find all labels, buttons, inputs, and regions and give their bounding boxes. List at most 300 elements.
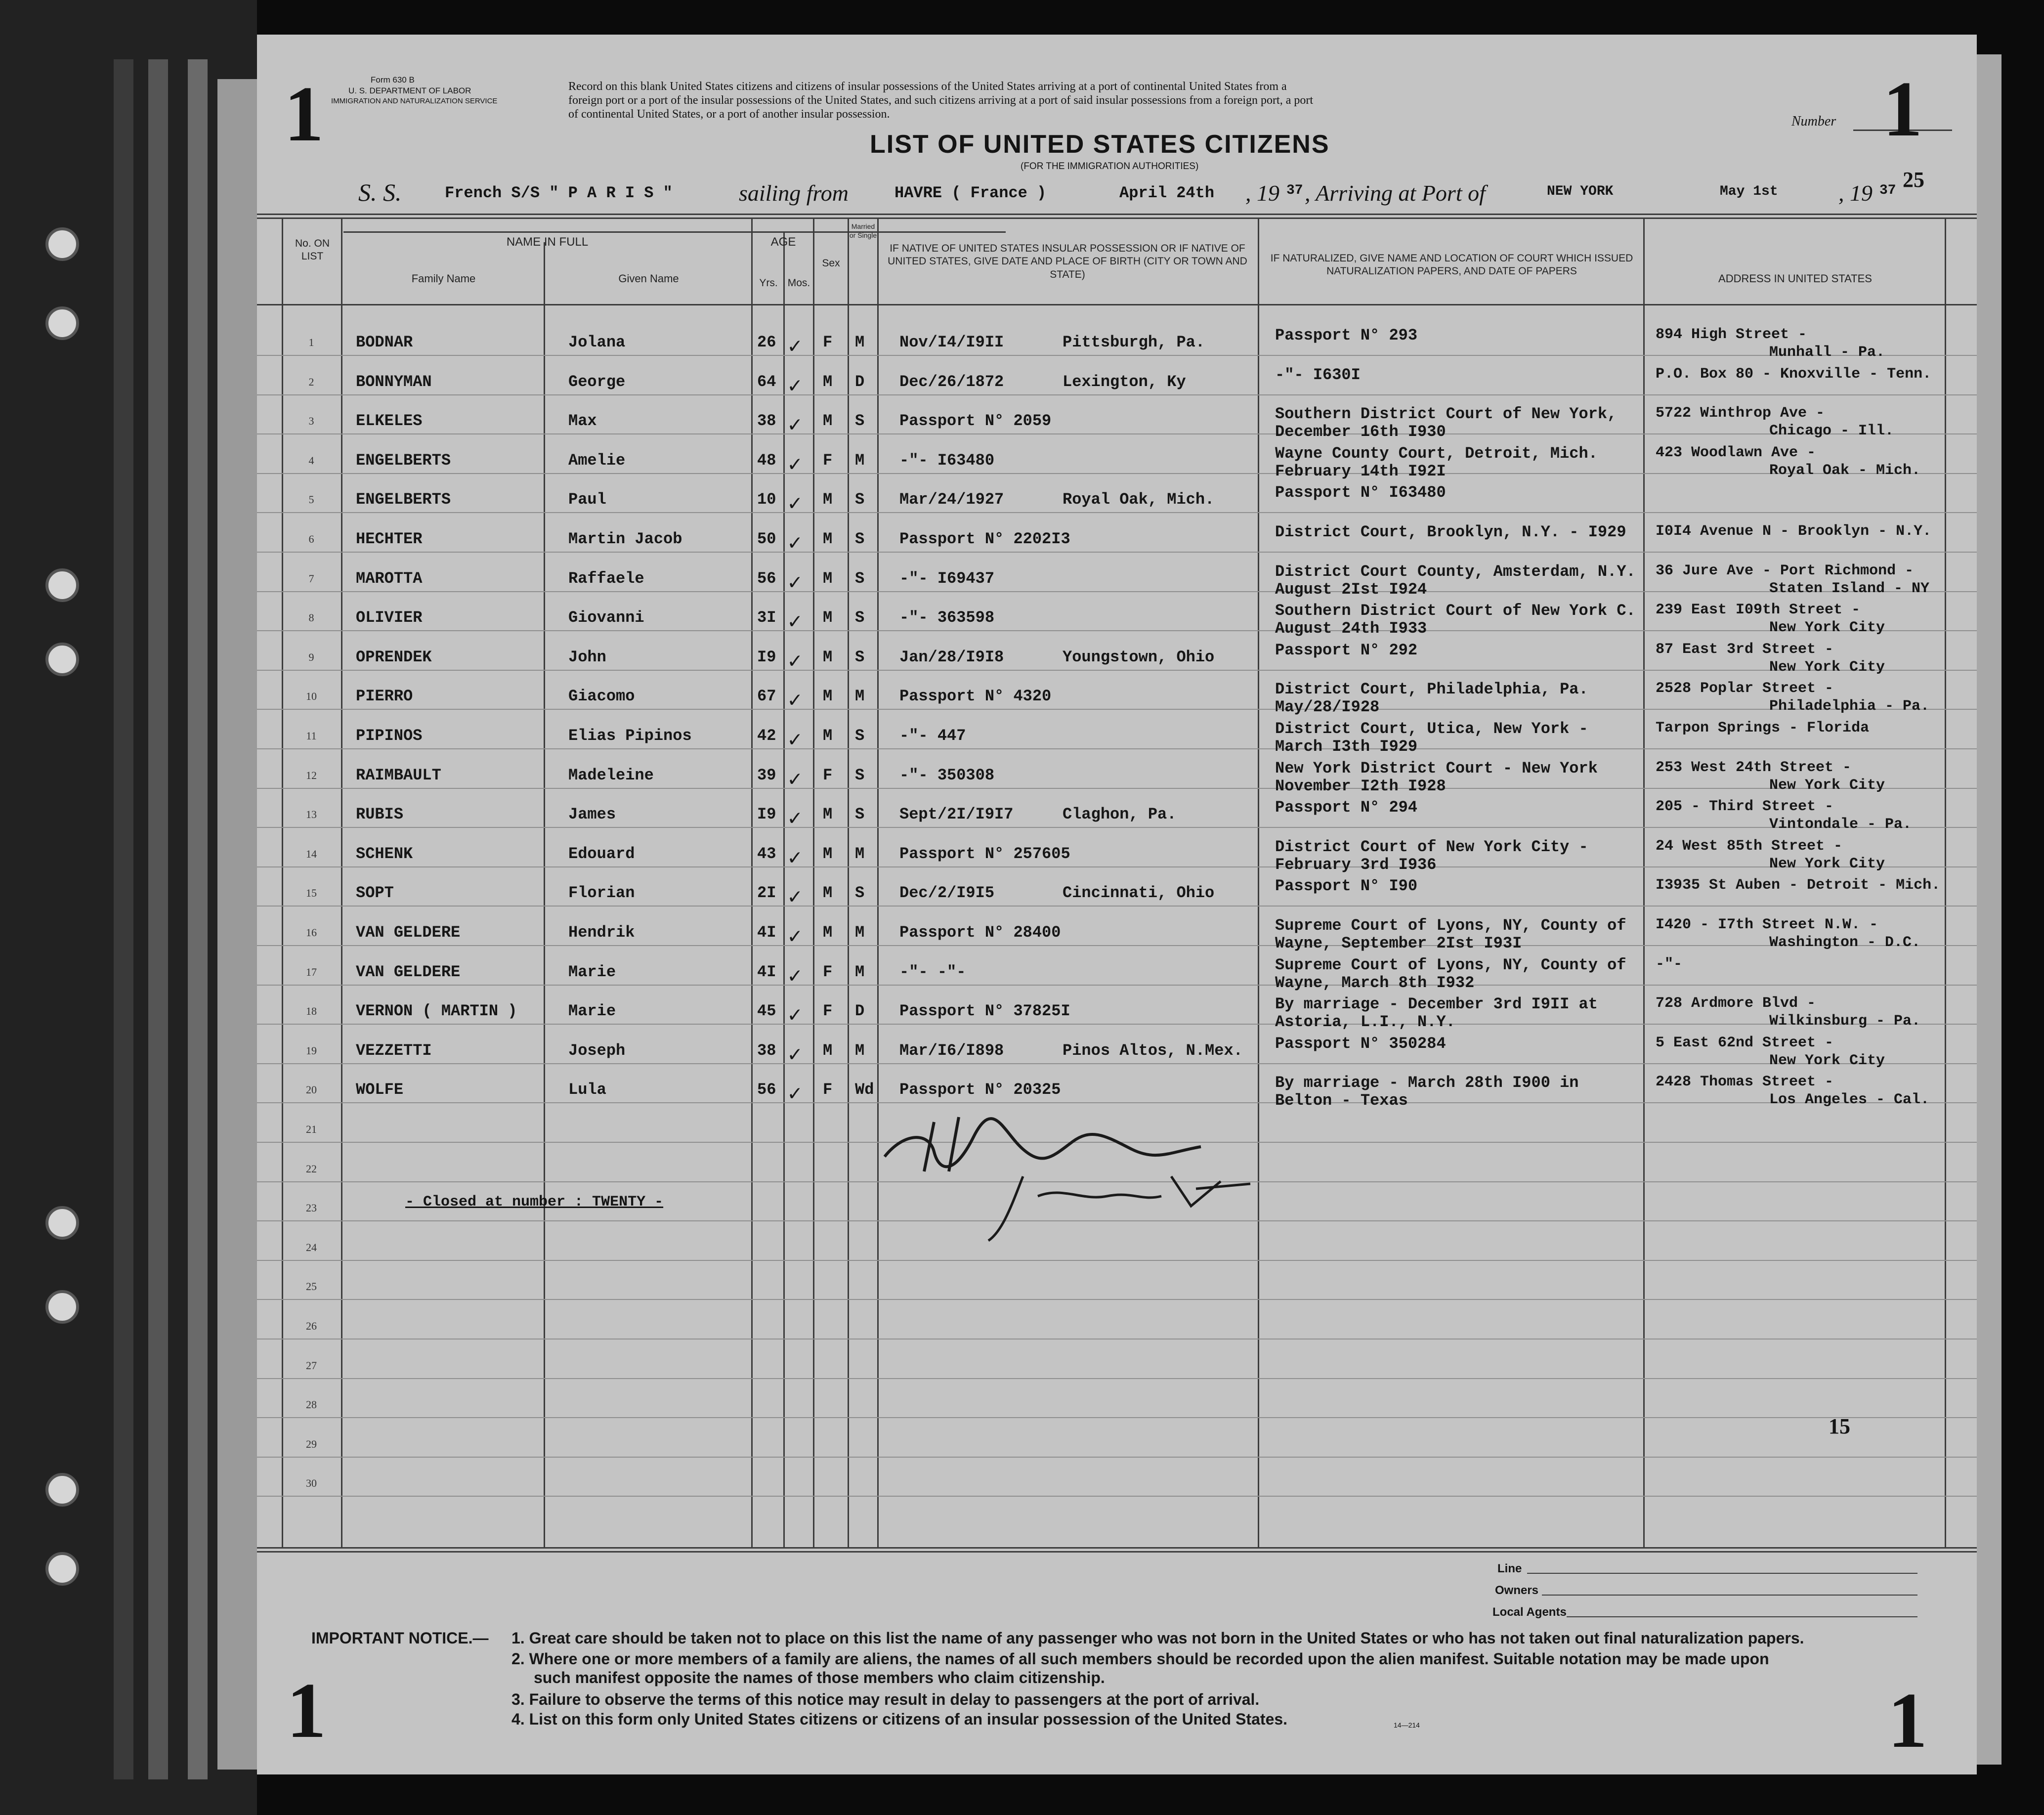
passenger-marital-status: D [855,372,865,391]
passenger-age-years: 42 [757,727,776,745]
check-mark: ✓ [788,649,802,675]
column-rule [783,231,785,1547]
row-number: 13 [306,808,317,821]
passenger-naturalization-cont: Belton - Texas [1275,1091,1408,1110]
passenger-marital-status: S [855,530,865,548]
passenger-age-years: 4I [757,923,776,942]
binder-hole [45,643,79,676]
column-rule [544,242,545,1547]
passenger-birth-date: Passport N° 257605 [899,844,1070,863]
check-mark: ✓ [788,964,802,990]
passenger-given-name: James [568,805,616,824]
passenger-address: 2428 Thomas Street - [1656,1074,1834,1091]
passenger-family-name: MAROTTA [356,569,423,588]
column-rule [282,217,283,1547]
passenger-birth-date: -"- 350308 [899,766,995,784]
passenger-marital-status: Wd [855,1080,874,1099]
binder-hole [45,568,79,602]
passenger-address: 239 East I09th Street - [1656,602,1861,619]
arrival-port: NEW YORK [1547,184,1614,199]
check-mark: ✓ [788,886,802,911]
departure-date: April 24th [1119,184,1215,202]
passenger-naturalization-cont: August 24th I933 [1275,619,1427,638]
passenger-address-cont: Philadelphia - Pa. [1769,698,1930,715]
passenger-naturalization-cont: Wayne, September 2Ist I93I [1275,934,1522,952]
passenger-age-years: 39 [757,766,776,784]
passenger-age-years: 45 [757,1002,776,1021]
check-mark: ✓ [788,532,802,557]
header-married-single: Married or Single [849,222,877,239]
passenger-family-name: SCHENK [356,844,413,863]
row-number: 30 [306,1477,317,1490]
row-number: 26 [306,1320,317,1332]
row-rule [257,512,1977,513]
row-rule [257,827,1977,828]
arrival-year: 37 [1879,183,1896,198]
passenger-family-name: PIERRO [356,687,413,706]
passenger-marital-status: S [855,648,865,666]
passenger-address: 423 Woodlawn Ave - [1656,444,1816,461]
row-rule [257,709,1977,710]
passenger-birth-place: Pittsburgh, Pa. [1063,333,1205,351]
passenger-address-cont: Vintondale - Pa. [1769,816,1912,833]
header-birth: IF NATIVE OF UNITED STATES INSULAR POSSESSION OR IF NATIVE OF UNITED STATES, GIVE DATE AND PLACE OF BIRTH (CITY OR TOWN AND STATE) [888,243,1247,280]
notice-item-2: 2. Where one or more members of a family are aliens, the names of all such members should be recorded upon the alien manifest. Suitable notation may be made upon [511,1650,1769,1668]
passenger-address-cont: Los Angeles - Cal. [1769,1091,1930,1109]
passenger-given-name: Amelie [568,451,626,470]
row-rule [257,630,1977,631]
passenger-naturalization: Passport N° I63480 [1275,483,1446,502]
document-title: LIST OF UNITED STATES CITIZENS [870,130,1330,159]
check-mark: ✓ [788,374,802,399]
departure-year: 37 [1286,183,1303,198]
passenger-address: 5722 Winthrop Ave - [1656,405,1825,422]
passenger-naturalization: District Court, Philadelphia, Pa. [1275,680,1588,699]
row-number: 14 [306,847,317,860]
passenger-naturalization-cont: May/28/I928 [1275,698,1380,717]
passenger-given-name: Paul [568,490,606,509]
passenger-address: 253 West 24th Street - [1656,759,1852,776]
row-rule [257,1063,1977,1064]
passenger-age-years: 38 [757,412,776,431]
check-mark: ✓ [788,807,802,832]
passenger-given-name: Marie [568,1002,616,1021]
row-rule [257,1378,1977,1379]
passenger-given-name: Max [568,412,597,431]
passenger-sex: M [823,1041,833,1060]
passenger-naturalization: District Court County, Amsterdam, N.Y. [1275,562,1636,581]
passenger-sex: M [823,569,833,588]
row-rule [257,591,1977,592]
passenger-birth-date: Dec/26/1872 [899,372,1004,391]
header-subrule [343,231,1006,233]
passenger-marital-status: M [855,451,865,470]
ss-label: S. S. [358,178,402,206]
passenger-naturalization-cont: Wayne, March 8th I932 [1275,973,1475,992]
passenger-given-name: Elias Pipinos [568,727,692,745]
passenger-sex: M [823,884,833,903]
number-label: Number [1791,114,1836,129]
service-line: IMMIGRATION AND NATURALIZATION SERVICE [331,97,498,105]
row-rule [257,788,1977,789]
passenger-family-name: BONNYMAN [356,372,432,391]
passenger-naturalization: By marriage - March 28th I900 in [1275,1074,1579,1092]
passenger-age-years: 3I [757,608,776,627]
passenger-naturalization-cont: December 16th I930 [1275,423,1446,441]
header-name-in-full: NAME IN FULL [506,235,589,249]
passenger-family-name: ENGELBERTS [356,490,451,509]
row-rule [257,748,1977,749]
passenger-sex: M [823,608,833,627]
passenger-age-years: 48 [757,451,776,470]
passenger-address: -"- [1656,955,1683,973]
passenger-naturalization-cont: March I3th I929 [1275,737,1418,756]
passenger-given-name: Florian [568,884,635,903]
passenger-family-name: WOLFE [356,1080,404,1099]
passenger-sex: F [823,1080,833,1099]
passenger-marital-status: M [855,923,865,942]
passenger-given-name: Marie [568,962,616,981]
row-rule [257,1260,1977,1261]
passenger-birth-date: Mar/I6/I898 [899,1041,1004,1060]
row-rule [257,985,1977,986]
header-naturalization: IF NATURALIZED, GIVE NAME AND LOCATION OF COURT WHICH ISSUED NATURALIZATION PAPERS, AND DATE OF PAPERS [1270,253,1633,277]
passenger-family-name: VAN GELDERE [356,923,461,942]
row-number: 6 [308,533,314,545]
passenger-marital-status: S [855,805,865,824]
passenger-address: P.O. Box 80 - Knoxville - Tenn. [1656,365,1932,383]
row-rule [257,1496,1977,1497]
passenger-given-name: Raffaele [568,569,644,588]
passenger-family-name: OPRENDEK [356,648,432,666]
passenger-given-name: John [568,648,606,666]
passenger-marital-status: S [855,766,865,784]
passenger-given-name: Lula [568,1080,606,1099]
notice-item-3: 3. Failure to observe the terms of this notice may result in delay to passengers at the port of arrival. [511,1690,1260,1708]
column-rule [848,217,849,1547]
passenger-address-cont: New York City [1769,777,1885,794]
row-rule [257,1457,1977,1458]
passenger-address-cont: New York City [1769,1052,1885,1069]
sheet-number-bottom-right: 1 [1888,1676,1927,1764]
row-rule [257,433,1977,434]
check-mark: ✓ [788,492,802,518]
passenger-family-name: VERNON ( MARTIN ) [356,1002,517,1021]
row-number: 27 [306,1359,317,1372]
binder-hole [45,1473,79,1507]
passenger-marital-status: S [855,412,865,431]
passenger-family-name: PIPINOS [356,727,423,745]
passenger-family-name: ELKELES [356,412,423,431]
row-rule [257,866,1977,867]
header-bottom-rule [257,304,1977,305]
passenger-birth-date: Sept/2I/I9I7 [899,805,1014,824]
passenger-marital-status: M [855,687,865,706]
passenger-family-name: VEZZETTI [356,1041,432,1060]
row-number: 11 [306,730,317,742]
column-rule [751,217,753,1547]
binder-hole [45,306,79,340]
row-rule [257,552,1977,553]
check-mark: ✓ [788,335,802,360]
passenger-marital-status: S [855,569,865,588]
header-family-name: Family Name [411,272,476,285]
passenger-naturalization: -"- I630I [1275,365,1361,384]
header-age-months: Mos. [787,277,810,289]
passenger-sex: F [823,962,833,981]
row-number: 7 [308,572,314,585]
row-number: 20 [306,1083,317,1096]
owners-label: Owners [1495,1584,1539,1597]
passenger-address-cont: Royal Oak - Mich. [1769,462,1921,479]
passenger-sex: F [823,451,833,470]
passenger-sex: F [823,766,833,784]
passenger-sex: M [823,687,833,706]
passenger-naturalization: District Court, Utica, New York - [1275,720,1588,738]
passenger-birth-date: Passport N° 4320 [899,687,1052,706]
passenger-birth-date: Passport N° 2202I3 [899,530,1070,548]
passenger-address: I3935 St Auben - Detroit - Mich. [1656,877,1941,894]
passenger-age-years: 56 [757,569,776,588]
document-subtitle: (FOR THE IMMIGRATION AUTHORITIES) [1021,161,1199,172]
row-rule [257,1299,1977,1300]
passenger-birth-date: Passport N° 37825I [899,1002,1070,1021]
passenger-naturalization: Wayne County Court, Detroit, Mich. [1275,444,1598,463]
passenger-birth-date: Passport N° 20325 [899,1080,1061,1099]
passenger-age-years: I9 [757,805,776,824]
print-code: 14—214 [1394,1721,1420,1729]
passenger-birth-date: -"- 363598 [899,608,995,627]
row-rule [257,945,1977,946]
column-rule [877,217,879,1547]
year-prefix: , 19 [1245,180,1279,206]
passenger-sex: F [823,1002,833,1021]
passenger-age-years: 64 [757,372,776,391]
passenger-sex: M [823,805,833,824]
inspector-signature [875,1102,1260,1251]
sheet-number-bottom-left: 1 [287,1666,326,1754]
passenger-marital-status: S [855,608,865,627]
passenger-birth-date: -"- I63480 [899,451,995,470]
passenger-given-name: George [568,372,626,391]
row-rule [257,355,1977,356]
underlying-page [217,79,262,1770]
binder-strip [148,59,168,1779]
passenger-marital-status: S [855,727,865,745]
passenger-given-name: Giacomo [568,687,635,706]
notice-item-1: 1. Great care should be taken not to place on this list the name of any passenger who was not born in the United States or who has not taken out final naturalization papers. [511,1629,1804,1647]
passenger-age-years: 10 [757,490,776,509]
passenger-marital-status: S [855,490,865,509]
passenger-marital-status: D [855,1002,865,1021]
check-mark: ✓ [788,1043,802,1068]
passenger-naturalization: Passport N° I90 [1275,877,1418,896]
column-rule [1945,217,1946,1547]
passenger-family-name: ENGELBERTS [356,451,451,470]
passenger-birth-place: Lexington, Ky [1063,372,1186,391]
passenger-sex: M [823,412,833,431]
passenger-family-name: VAN GELDERE [356,962,461,981]
passenger-naturalization: Passport N° 293 [1275,326,1418,345]
row-rule [257,670,1977,671]
arrival-date: May 1st [1720,184,1778,199]
check-mark: ✓ [788,729,802,753]
passenger-address: I0I4 Avenue N - Brooklyn - N.Y. [1656,523,1932,540]
passenger-family-name: RUBIS [356,805,404,824]
passenger-birth-date: Mar/24/1927 [899,490,1004,509]
row-number: 9 [308,650,314,663]
passenger-family-name: SOPT [356,884,394,903]
passenger-birth-date: -"- -"- [899,962,966,981]
passenger-marital-status: M [855,844,865,863]
passenger-birth-date: Jan/28/I9I8 [899,648,1004,666]
passenger-naturalization: Passport N° 292 [1275,641,1418,659]
passenger-address: 87 East 3rd Street - [1656,641,1834,658]
passenger-given-name: Madeleine [568,766,654,784]
passenger-family-name: RAIMBAULT [356,766,441,784]
passenger-sex: M [823,923,833,942]
department-line: U. S. DEPARTMENT OF LABOR [348,86,471,95]
header-given-name: Given Name [618,272,679,285]
binder-hole [45,1206,79,1240]
check-mark: ✓ [788,768,802,793]
passenger-given-name: Martin Jacob [568,530,682,548]
passenger-age-years: 50 [757,530,776,548]
passenger-family-name: HECHTER [356,530,423,548]
row-number: 21 [306,1123,317,1135]
intro-text-line: Record on this blank United States citizens and citizens of insular possessions of the United States arriving at a port of continental United States from a [568,80,1287,93]
passenger-marital-status: M [855,1041,865,1060]
passenger-sex: M [823,648,833,666]
passenger-age-years: 2I [757,884,776,903]
row-rule [257,394,1977,395]
passenger-age-years: 38 [757,1041,776,1060]
passenger-naturalization: District Court, Brooklyn, N.Y. - I929 [1275,523,1626,541]
passenger-marital-status: S [855,884,865,903]
table-top-rule [257,217,1977,219]
passenger-age-years: 67 [757,687,776,706]
passenger-sex: F [823,333,833,351]
check-mark: ✓ [788,925,802,950]
header-sex: Sex [822,258,840,269]
check-mark: ✓ [788,571,802,596]
passenger-naturalization-cont: Astoria, L.I., N.Y. [1275,1013,1455,1032]
passenger-marital-status: M [855,962,865,981]
table-bottom-rule [257,1551,1977,1553]
passenger-address-cont: New York City [1769,658,1885,676]
passenger-address: 205 - Third Street - [1656,798,1834,816]
passenger-birth-place: Pinos Altos, N.Mex. [1063,1041,1243,1060]
row-rule [257,1417,1977,1418]
intro-text-line: of continental United States, or a port of another insular possession. [568,108,890,121]
sailing-from-label: sailing from [739,180,849,206]
passenger-address: 24 West 85th Street - [1656,837,1843,855]
passenger-age-years: 26 [757,333,776,351]
passenger-birth-place: Royal Oak, Mich. [1063,490,1215,509]
passenger-birth-date: -"- I69437 [899,569,995,588]
passenger-naturalization-cont: November I2th I928 [1275,777,1446,795]
owners-field [1542,1595,1917,1596]
local-agents-field [1567,1616,1917,1617]
passenger-age-years: 43 [757,844,776,863]
row-number: 23 [306,1202,317,1214]
row-number: 16 [306,926,317,939]
passenger-address: 5 East 62nd Street - [1656,1034,1834,1051]
table-bottom-rule [257,1547,1977,1549]
passenger-birth-place: Claghon, Pa. [1063,805,1177,824]
binder-hole [45,227,79,261]
table-top-rule [257,214,1977,215]
passenger-birth-date: -"- 447 [899,727,966,745]
number-value: 1 [1883,65,1922,153]
row-number: 28 [306,1398,317,1411]
passenger-address-cont: Wilkinsburg - Pa. [1769,1013,1921,1030]
closed-note: - Closed at number : TWENTY - [405,1194,664,1210]
row-number: 1 [308,336,314,348]
line-label: Line [1497,1562,1522,1575]
row-number: 4 [308,454,314,467]
passenger-address: 2528 Poplar Street - [1656,680,1834,697]
notice-label: IMPORTANT NOTICE.— [311,1629,489,1647]
passenger-sex: M [823,530,833,548]
passenger-sex: M [823,844,833,863]
check-mark: ✓ [788,689,802,714]
intro-text-line: foreign port or a port of the insular possessions of the United States, and such citizens arriving at a port of said insular possessions from a foreign port, a port [568,94,1314,107]
passenger-family-name: BODNAR [356,333,413,351]
departure-port: HAVRE ( France ) [894,184,1047,202]
row-number: 25 [306,1280,317,1293]
passenger-birth-date: Passport N° 2059 [899,412,1052,431]
passenger-birth-place: Youngstown, Ohio [1063,648,1215,666]
passenger-naturalization: Supreme Court of Lyons, NY, County of [1275,916,1626,935]
passenger-naturalization-cont: February 3rd I936 [1275,855,1437,874]
passenger-given-name: Hendrik [568,923,635,942]
passenger-sex: M [823,372,833,391]
passenger-age-years: 56 [757,1080,776,1099]
check-mark: ✓ [788,1004,802,1029]
check-mark: ✓ [788,610,802,636]
row-number: 8 [308,611,314,624]
column-rule [341,217,342,1547]
row-number: 12 [306,769,317,781]
row-number: 3 [308,415,314,428]
passenger-birth-date: Passport N° 28400 [899,923,1061,942]
passenger-naturalization: New York District Court - New York [1275,759,1598,778]
column-rule [1258,217,1259,1547]
passenger-address: I420 - I7th Street N.W. - [1656,916,1878,933]
column-rule [813,217,814,1547]
header-no-on-list: No. ON LIST [295,238,330,262]
binder-strip [114,59,133,1779]
sheet-number-top-left: 1 [284,70,324,158]
passenger-age-years: I9 [757,648,776,666]
binder-hole [45,1290,79,1324]
check-mark: ✓ [788,414,802,439]
passenger-address-cont: Chicago - Ill. [1769,423,1894,440]
form-id: Form 630 B [371,75,415,85]
passenger-naturalization: Passport N° 294 [1275,798,1418,817]
passenger-naturalization: Supreme Court of Lyons, NY, County of [1275,955,1626,974]
check-mark: ✓ [788,846,802,871]
passenger-address-cont: Washington - D.C. [1769,934,1921,951]
passenger-birth-date: Dec/2/I9I5 [899,884,995,903]
row-rule [257,473,1977,474]
passenger-address: 894 High Street - [1656,326,1807,343]
passenger-naturalization: Southern District Court of New York C. [1275,602,1636,620]
passenger-sex: M [823,727,833,745]
passenger-address-cont: Staten Island - NY [1769,580,1930,597]
passenger-address-cont: New York City [1769,855,1885,872]
